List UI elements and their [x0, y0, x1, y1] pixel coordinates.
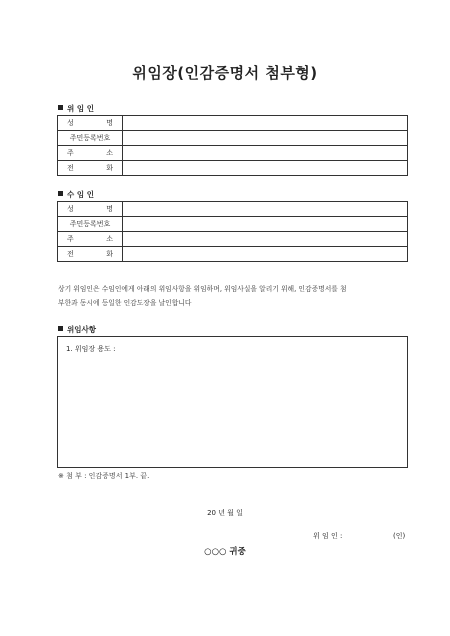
delegator-row-label: [58, 116, 123, 131]
delegate-row: [58, 247, 408, 262]
delegator-row-value: [123, 161, 408, 176]
seal-mark: (인): [393, 532, 406, 540]
delegate-row-label: [58, 202, 123, 217]
delegate-row-value: [123, 202, 408, 217]
addressee: ○○○ 귀중: [204, 547, 246, 557]
delegate-row-label: [58, 232, 123, 247]
delegate-row-label-part: 화: [106, 250, 113, 258]
delegate-row-label-text: [58, 234, 122, 244]
delegate-row-label-part: 주: [67, 235, 74, 243]
delegate-row-label: [58, 247, 123, 262]
square-bullet-icon: [58, 105, 63, 110]
statement-line-1: 상기 위임인은 수임인에게 아래의 위임사항을 위임하며, 위임사실을 알리기 위해, 인감증명서를 첨: [58, 285, 347, 293]
delegator-row-label-part: 주: [67, 149, 74, 157]
date-line: 20 년 월 일: [207, 509, 243, 517]
delegate-row-label-part: 명: [106, 205, 113, 213]
delegate-row: [58, 232, 408, 247]
delegator-heading: [58, 103, 94, 114]
matters-heading-text: 위임사항: [67, 325, 96, 334]
delegate-row-label: [58, 217, 123, 232]
delegate-row-label-text: [58, 219, 122, 229]
delegate-row-label-part: 성: [67, 205, 74, 213]
delegator-row-label: [58, 131, 123, 146]
delegate-row: [58, 202, 408, 217]
matters-heading: [58, 324, 96, 335]
delegator-row-label-text: [58, 118, 122, 128]
delegate-row-value: [123, 247, 408, 262]
statement-line-2: 부한과 동시에 등일한 인감도장을 날인합니다: [58, 299, 192, 307]
delegate-row-label-part: 소: [106, 235, 113, 243]
delegator-row-label-text: [58, 133, 122, 143]
delegator-row-label-text: [58, 163, 122, 173]
document-title: 위임장(인감증명서 첨부형): [132, 64, 318, 82]
delegator-row-value: [123, 131, 408, 146]
delegator-row-label: [58, 161, 123, 176]
delegator-row-label-part: 주민등록번호: [69, 134, 111, 142]
attachment-note: ※ 첨 부 : 인감증명서 1부. 끝.: [58, 472, 150, 480]
delegate-row-label-part: 주민등록번호: [69, 220, 111, 228]
statement-text: [58, 282, 408, 310]
delegate-row: [58, 217, 408, 232]
delegator-row: [58, 146, 408, 161]
square-bullet-icon: [58, 326, 63, 331]
delegator-row-label-part: 전: [67, 164, 74, 172]
square-bullet-icon: [58, 191, 63, 196]
delegator-row-label: [58, 146, 123, 161]
delegator-row-label-text: [58, 148, 122, 158]
delegator-table: [57, 115, 408, 176]
delegate-row-value: [123, 232, 408, 247]
matters-box: [57, 336, 408, 468]
delegator-row-label-part: 명: [106, 119, 113, 127]
signer-label: 위 임 인 :: [313, 532, 343, 540]
delegator-row: [58, 116, 408, 131]
delegate-row-label-part: 전: [67, 250, 74, 258]
delegator-row: [58, 131, 408, 146]
delegator-row-label-part: 화: [106, 164, 113, 172]
delegator-row-value: [123, 146, 408, 161]
delegate-heading-text: 수 임 인: [67, 190, 94, 199]
delegator-row-label-part: 성: [67, 119, 74, 127]
delegator-row-value: [123, 116, 408, 131]
delegate-table: [57, 201, 408, 262]
delegator-row: [58, 161, 408, 176]
matters-item-purpose: 1. 위임장 용도 :: [66, 345, 116, 353]
delegate-row-label-text: [58, 204, 122, 214]
delegate-row-value: [123, 217, 408, 232]
delegate-heading: [58, 189, 94, 200]
delegator-row-label-part: 소: [106, 149, 113, 157]
delegator-heading-text: 위 임 인: [67, 104, 94, 113]
delegate-row-label-text: [58, 249, 122, 259]
